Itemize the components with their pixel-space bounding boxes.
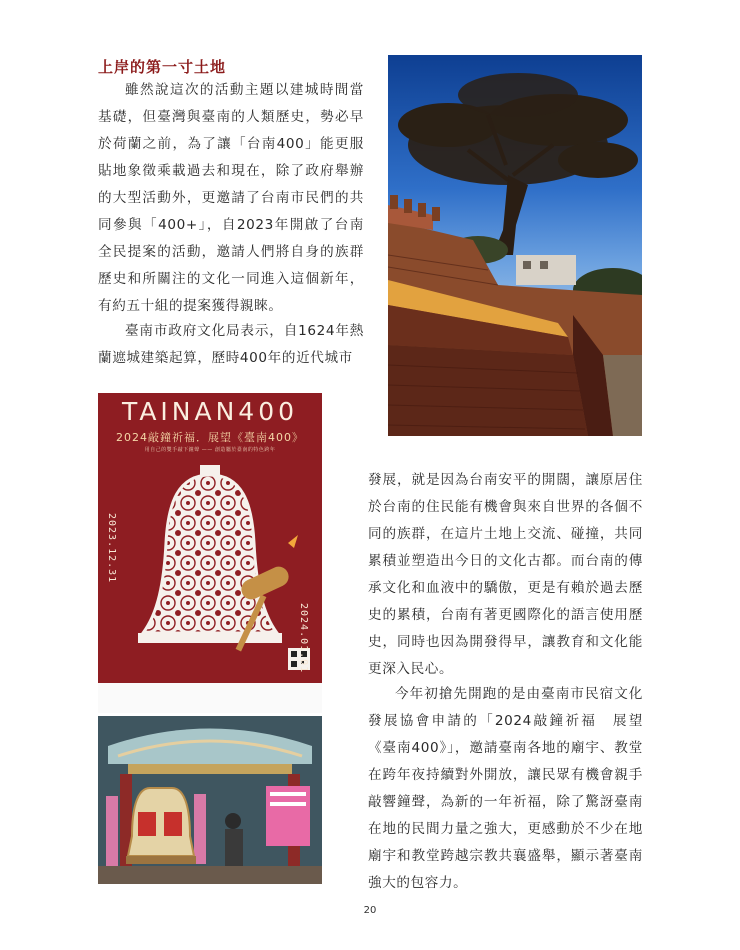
paragraph-bell-event: 今年初搶先開跑的是由臺南市民宿文化發展協會申請的「2024敲鐘祈福 展望《臺南400》」，邀請臺南各地的廟宇、教堂在跨年夜持續對外開放，讓民眾有機會親手敲響鐘聲，為新的一年祈福，除了驚訝臺南在地的民間力量之強大，更感動於不少在地廟宇和教堂跨越宗教共襄盛舉，顯示著臺南強大的包容力。	[368, 686, 643, 891]
section-heading: 上岸的第一寸土地	[98, 58, 227, 76]
poster-date-end: 2024.01.01	[298, 603, 309, 674]
poster-date-start: 2023.12.31	[106, 513, 117, 584]
fort-wall-photo	[388, 55, 642, 436]
page-number: 20	[363, 905, 377, 916]
paragraph-culture-bureau: 臺南市政府文化局表示，自1624年熱蘭遮城建築起算，歷時400年的近代城市	[98, 323, 364, 366]
tainan400-poster	[98, 393, 322, 713]
poster-subtitle: 2024敲鐘祈福．展望《臺南400》	[116, 431, 304, 444]
poster-footer	[98, 683, 322, 713]
bell-illustration	[98, 393, 322, 713]
poster-tagline: 用自己的雙手敲下鐘聲 —— 創造屬於臺南的特色跨年	[144, 447, 276, 453]
temple-bell-photo	[98, 716, 322, 884]
paragraph-anping-history: 發展，就是因為台南安平的開闊，讓原居住於台南的住民能有機會與來自世界的各個不同的族群，在這片土地上交流、碰撞，共同累積並塑造出今日的文化古都。而台南的傳承文化和血液中的驕傲，更是有賴於過去歷史的累積，台南有著更國際化的語言使用歷史，同時也因為開發得早，讓教育和文化能更深入民心。	[368, 472, 643, 677]
poster-brand: TAINAN400	[121, 397, 299, 426]
paragraph-intro: 雖然說這次的活動主題以建城時間當基礎，但臺灣與臺南的人類歷史，勢必早於荷蘭之前，為了讓「台南400」能更服貼地象徵乘載過去和現在，除了政府舉辦的大型活動外，更邀請了台南市民們的共同參與「400+」，自2023年開啟了台南全民提案的活動，邀請人們將自身的族群歷史和所關注的文化一同進入這個新年，有約五十組的提案獲得親睞。	[98, 82, 364, 314]
